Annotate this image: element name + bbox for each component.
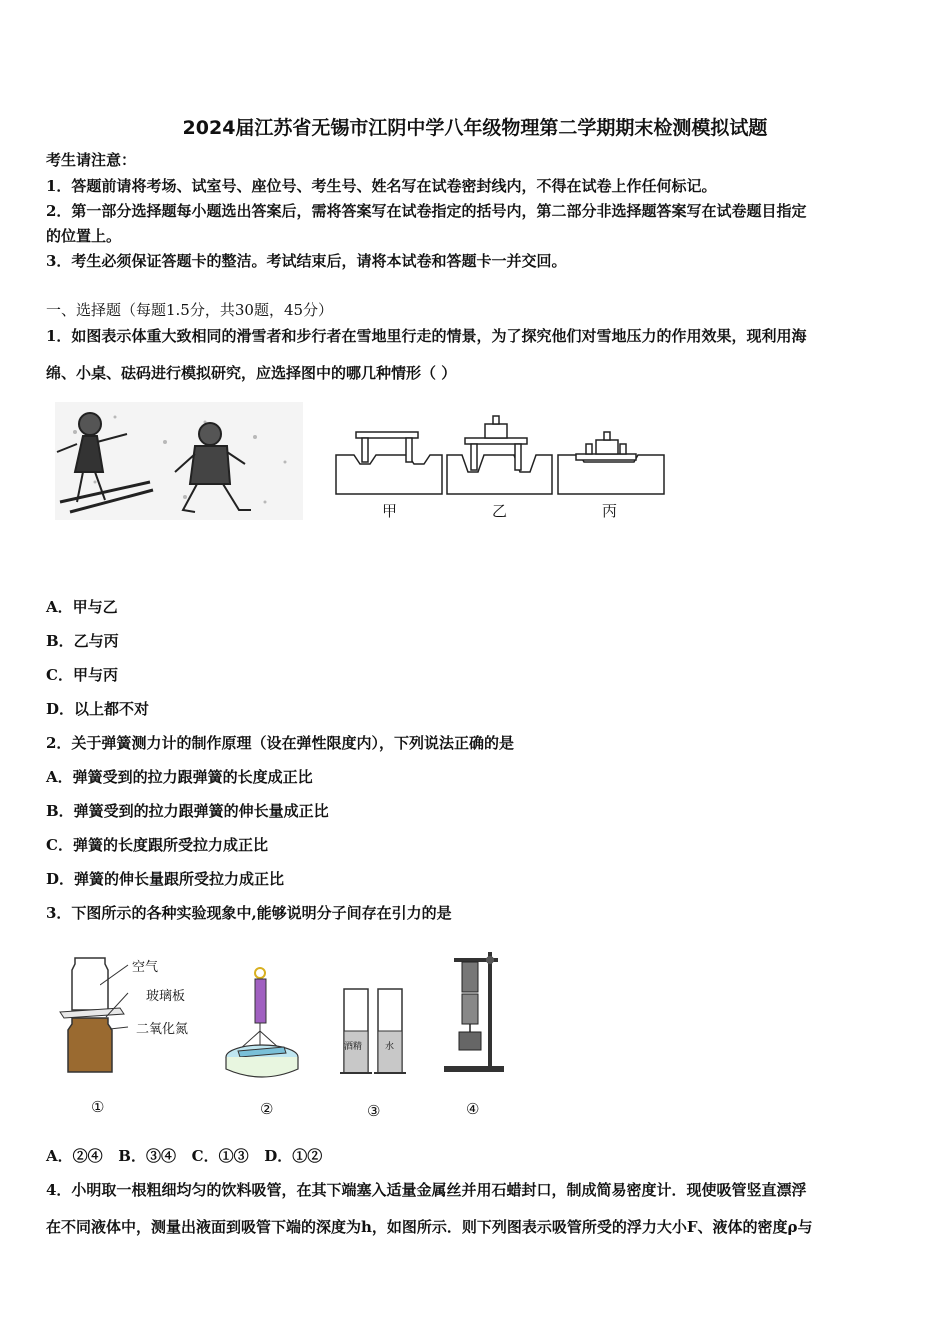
q2-option-d: D．弹簧的伸长量跟所受拉力成正比 xyxy=(46,870,285,888)
q1-option-d: D．以上都不对 xyxy=(46,700,150,718)
q1-option-b: B．乙与丙 xyxy=(46,632,119,650)
label-nitrogen-dioxide: 二氧化氮 xyxy=(136,1022,189,1037)
q1-stem-cont: 绵、小桌、砝码进行模拟研究，应选择图中的哪几种情形（ ） xyxy=(46,364,457,382)
notice-heading: 考生请注意： xyxy=(46,151,137,169)
figure-number-4: ④ xyxy=(466,1100,480,1118)
notice-item: 的位置上。 xyxy=(46,227,122,245)
q1-option-a: A．甲与乙 xyxy=(46,598,118,616)
page-title: 2024届江苏省无锡市江阴中学八年级物理第二学期期末检测模拟试题 xyxy=(182,117,768,139)
q3-stem: 3．下图所示的各种实验现象中,能够说明分子间存在引力的是 xyxy=(46,904,452,922)
label-water: 水 xyxy=(385,1042,395,1052)
lead-blocks-stand-figure xyxy=(440,948,510,1076)
q3-options: A．②④ B．③④ C．①③ D．①② xyxy=(46,1147,323,1165)
q2-option-b: B．弹簧受到的拉力跟弹簧的伸长量成正比 xyxy=(46,802,329,820)
figure-number-3: ③ xyxy=(367,1102,381,1120)
q4-stem: 4．小明取一根粗细均匀的饮料吸管，在其下端塞入适量金属丝并用石蜡封口，制成简易密度计．现使吸管竖直漂浮 xyxy=(46,1181,807,1199)
figure-label-jia: 甲 xyxy=(382,502,398,520)
figure-label-yi: 乙 xyxy=(492,502,508,520)
notice-item: 3．考生必须保证答题卡的整洁。考试结束后，请将本试卷和答题卡一并交回。 xyxy=(46,252,567,270)
q1-option-c: C．甲与丙 xyxy=(46,666,118,684)
notice-item: 2．第一部分选择题每小题选出答案后，需将答案写在试卷指定的括号内，第二部分非选择题答案写在试卷题目指定 xyxy=(46,202,807,220)
label-glass-plate: 玻璃板 xyxy=(146,989,186,1004)
figure-label-bing: 丙 xyxy=(602,502,618,520)
notice-item: 1．答题前请将考场、试室号、座位号、考生号、姓名写在试卷密封线内，不得在试卷上作任何标记。 xyxy=(46,177,717,195)
figure-number-1: ① xyxy=(91,1098,105,1116)
q2-option-c: C．弹簧的长度跟所受拉力成正比 xyxy=(46,836,268,854)
q4-stem-cont: 在不同液体中，测量出液面到吸管下端的深度为h，如图所示．则下列图表示吸管所受的浮力大小F、液体的密度ρ与 xyxy=(46,1218,813,1236)
figure-number-2: ② xyxy=(260,1100,274,1118)
q2-option-a: A．弹簧受到的拉力跟弹簧的长度成正比 xyxy=(46,768,313,786)
measuring-cylinders-figure xyxy=(340,985,410,1077)
q2-stem: 2．关于弹簧测力计的制作原理（设在弹性限度内），下列说法正确的是 xyxy=(46,734,514,752)
label-alcohol: 酒精 xyxy=(344,1042,363,1052)
skier-walker-figure xyxy=(55,402,303,520)
section-heading: 一、选择题（每题1.5分，共30题，45分） xyxy=(46,301,334,319)
label-air: 空气 xyxy=(132,960,159,975)
q1-stem: 1．如图表示体重大致相同的滑雪者和步行者在雪地里行走的情景，为了探究他们对雪地压力的作用效果，现利用海 xyxy=(46,327,807,345)
spring-scale-water-figure xyxy=(224,965,308,1083)
